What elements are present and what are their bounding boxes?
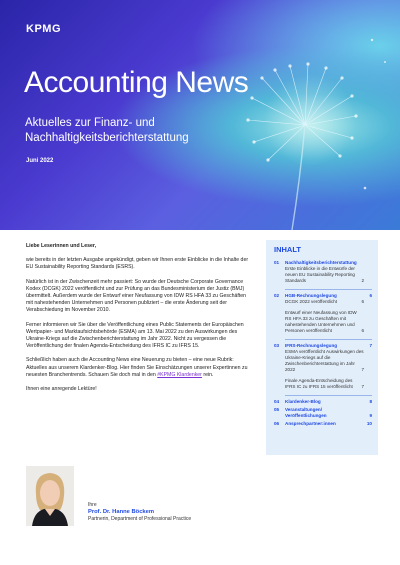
kpmg-logo: KPMG [26, 23, 61, 35]
klardenker-link[interactable]: #KPMG Klardenker [157, 371, 202, 378]
toc-entry-04[interactable]: 04 Klardenker-Blog 8 [274, 399, 372, 404]
toc-entry-05[interactable]: 05 Veranstaltungen/ Veröffentlichungen 9 [274, 407, 372, 418]
signature-block: Ihre Prof. Dr. Hanne Böckem Partnerin, Department of Professional Practice [88, 502, 192, 522]
newsletter-subtitle: Aktuelles zur Finanz- und Nachhaltigkeitsberichterstattung [25, 117, 189, 144]
toc-entry-01[interactable]: 01 Nachhaltigkeitsberichterstattung Erste Einblicke in die Entwürfe der neuen EU Sustainability Reporting Standards 2 [274, 260, 364, 283]
paragraph: Ferner informieren wir Sie über die Veröffentlichung eines Public Statements der Europäischen Wertpapier- und Marktaufsichtsbehörde (ESMA) am 13. Mai 2022 zu den Auswirkungen des Ukraine-Kriegs auf die Zwischenberichterstattung im Jahr 2022. Nicht zu vergessen die Veröffentlichung der finalen Agenda-Entscheidung des IFRS IC zu IFRS 15. [26, 321, 244, 350]
paragraph: Schließlich haben auch die Accounting News eine Neuerung zu bieten – eine neue Rubrik: Aktuelles aus unserem Klardenker-Blog. Hier finden Sie Einschätzungen unserer Expertinnen zu neuesten Branchentrends. Schauen Sie doch mal in den #KPMG Klardenker rein. [26, 357, 248, 378]
author-portrait [26, 466, 74, 526]
toc-entry-03[interactable]: 03 IFRS-Rechnungslegung 7 ESMA veröffentlicht Auswirkungen des Ukraine-Kriegs auf die Zwischenberichterstattung im Jahr 2022 7 Finale Agenda-Entscheidung des IFRS IC zu IFRS 15 veröffentlicht 7 [274, 343, 372, 389]
author-name: Prof. Dr. Hanne Böckem [88, 509, 155, 515]
editorial-text [26, 243, 251, 400]
toc-title: INHALT [274, 245, 301, 254]
issue-date: Juni 2022 [26, 158, 54, 164]
table-of-contents [266, 240, 378, 455]
paragraph: Natürlich ist in der Zwischenzeit mehr passiert: So wurde der Deutsche Corporate Governance Kodex (DCGK) 2022 veröffentlicht und zur Prüfung an das Bundesministerium der Justiz (BMJ) übermittelt. Außerdem wurde der Entwurf einer Neufassung von IDW RS HFA 33 zu Geschäften mit nahestehenden Unternehmen und Personen publiziert – die erste Änderung seit der Verabschiedung im November 2010. [26, 278, 246, 314]
toc-entry-02[interactable]: 02 HGB-Rechnungslegung 6 DCGK 2022 veröffentlicht 6 Entwurf einer Neufassung von IDW RS HFA 33 zu Geschäften mit nahestehenden Unternehmen und Personen veröffentlicht 6 [274, 293, 372, 333]
author-role: Partnerin, Department of Professional Practice [88, 516, 192, 522]
person-photo-icon [26, 466, 74, 526]
cover-hero-image [0, 0, 400, 230]
closing-line: Ihnen eine anregende Lektüre! [26, 386, 97, 393]
greeting: Liebe Leserinnen und Leser, [26, 243, 97, 249]
paragraph: wie bereits in der letzten Ausgabe angekündigt, geben wir Ihnen erste Einblicke in die Inhalte der EU Sustainability Reporting Standards (ESRS). [26, 257, 249, 271]
newsletter-title: Accounting News [24, 66, 249, 99]
toc-entry-06[interactable]: 06 Ansprechpartner:innen 10 [274, 421, 372, 426]
